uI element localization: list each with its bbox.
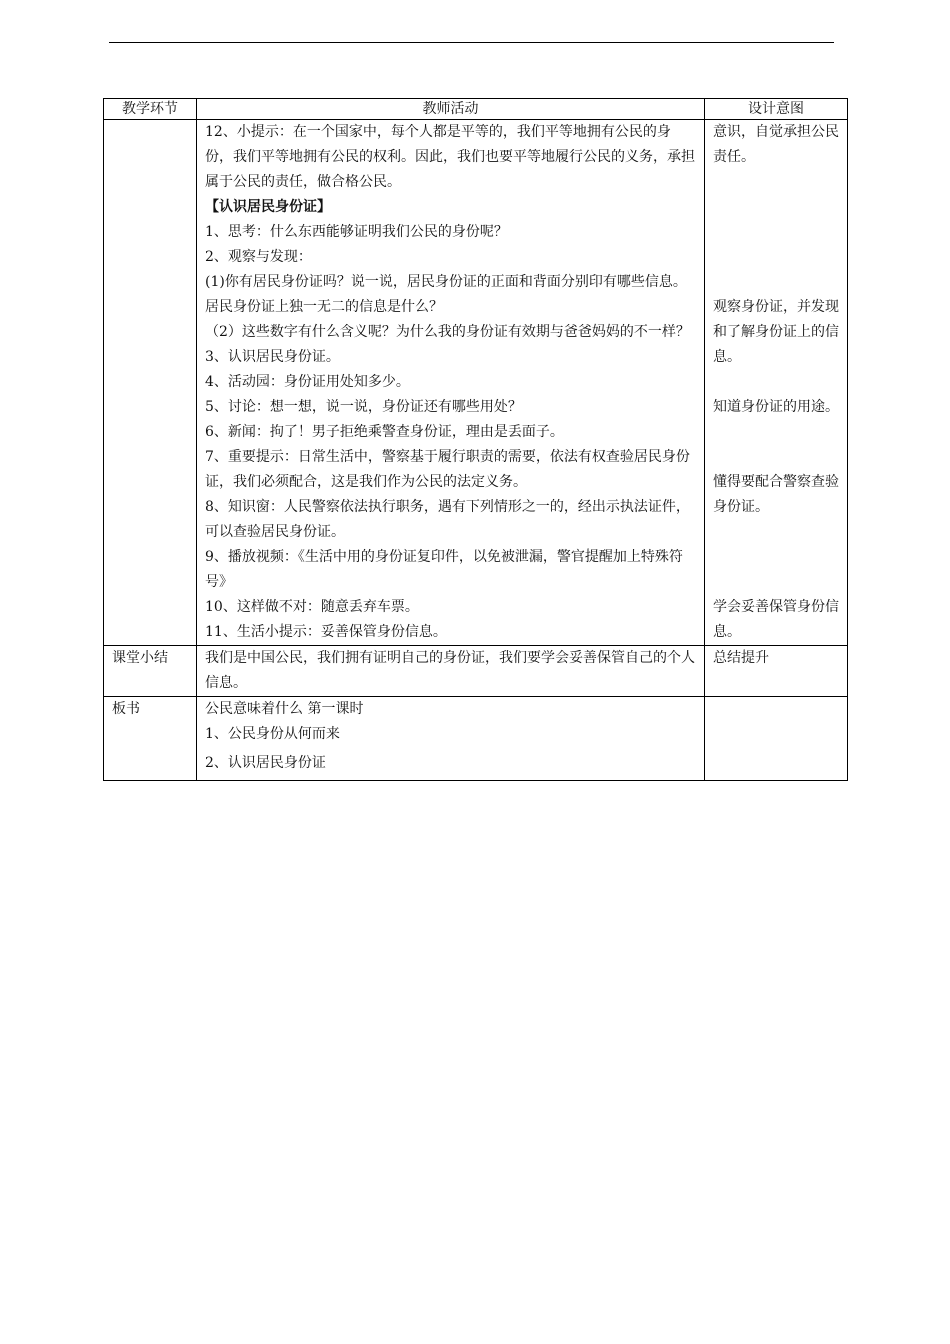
summary-text: 我们是中国公民，我们拥有证明自己的身份证，我们要学会妥善保管自己的个人信息。	[205, 650, 695, 691]
intent-cooperate: 懂得要配合警察查验身份证。	[713, 474, 839, 515]
summary-activity	[197, 646, 705, 697]
table-row	[104, 697, 848, 781]
activity-important-tip: 7、重要提示：日常生活中，警察基于履行职责的需要，依法有权查验居民身份证，我们必须配合，这是我们作为公民的法定义务。	[205, 449, 690, 490]
board-title: 公民意味着什么 第一课时	[205, 701, 364, 717]
intent-observe-card: 观察身份证，并发现和了解身份证上的信息。	[713, 299, 839, 365]
intent-cell	[705, 120, 848, 646]
header-rule	[109, 42, 834, 43]
activity-knowledge-window: 8、知识窗：人民警察依法执行职务，遇有下列情形之一的，经出示执法证件，可以查验居民身份证。	[205, 499, 690, 540]
intent-protect-info: 学会妥善保管身份信息。	[713, 599, 839, 640]
header-teaching-stage: 教学环节	[104, 99, 197, 120]
header-design-intent: 设计意图	[705, 99, 848, 120]
intent-usage: 知道身份证的用途。	[713, 399, 839, 415]
header-teacher-activity: 教师活动	[197, 99, 705, 120]
activity-wrong-practice: 10、这样做不对：随意丢弃车票。	[205, 599, 419, 615]
activity-garden: 4、活动园：身份证用处知多少。	[205, 374, 410, 390]
activity-recognize: 3、认识居民身份证。	[205, 349, 340, 365]
section-heading-id-card: 【认识居民身份证】	[205, 199, 331, 215]
activity-video: 9、播放视频：《生活中用的身份证复印件，以免被泄漏，警官提醒加上特殊符号》	[205, 549, 683, 590]
board-point-2: 2、认识居民身份证	[205, 755, 326, 771]
activity-observe: 2、观察与发现：	[205, 249, 312, 265]
activity-news: 6、新闻：拘了！男子拒绝乘警查身份证，理由是丢面子。	[205, 424, 564, 440]
lesson-plan-table	[103, 98, 848, 781]
table-row	[104, 646, 848, 697]
board-content	[197, 697, 705, 781]
table-header-row	[104, 99, 848, 120]
intent-responsibility: 意识，自觉承担公民责任。	[713, 124, 839, 165]
board-point-1: 1、公民身份从何而来	[205, 726, 340, 742]
activity-discuss: 5、讨论：想一想，说一说，身份证还有哪些用处？	[205, 399, 522, 415]
activity-life-tip: 11、生活小提示：妥善保管身份信息。	[205, 624, 447, 640]
board-intent	[705, 697, 848, 781]
activity-think: 1、思考：什么东西能够证明我们公民的身份呢？	[205, 224, 508, 240]
stage-cell	[104, 120, 197, 646]
activity-cell	[197, 120, 705, 646]
activity-observe-2: （2）这些数字有什么含义呢？为什么我的身份证有效期与爸爸妈妈的不一样？	[205, 324, 690, 340]
summary-intent	[705, 646, 848, 697]
stage-summary: 课堂小结	[104, 646, 197, 697]
activity-tip-12: 12、小提示：在一个国家中，每个人都是平等的，我们平等地拥有公民的身份，我们平等地拥有公民的权利。因此，我们也要平等地履行公民的义务，承担属于公民的责任，做合格公民。	[205, 124, 695, 190]
table-row	[104, 120, 848, 646]
summary-intent-text: 总结提升	[713, 650, 769, 666]
stage-board: 板书	[104, 697, 197, 781]
activity-observe-1: (1)你有居民身份证吗？说一说，居民身份证的正面和背面分别印有哪些信息。居民身份证上独一无二的信息是什么？	[205, 274, 687, 315]
